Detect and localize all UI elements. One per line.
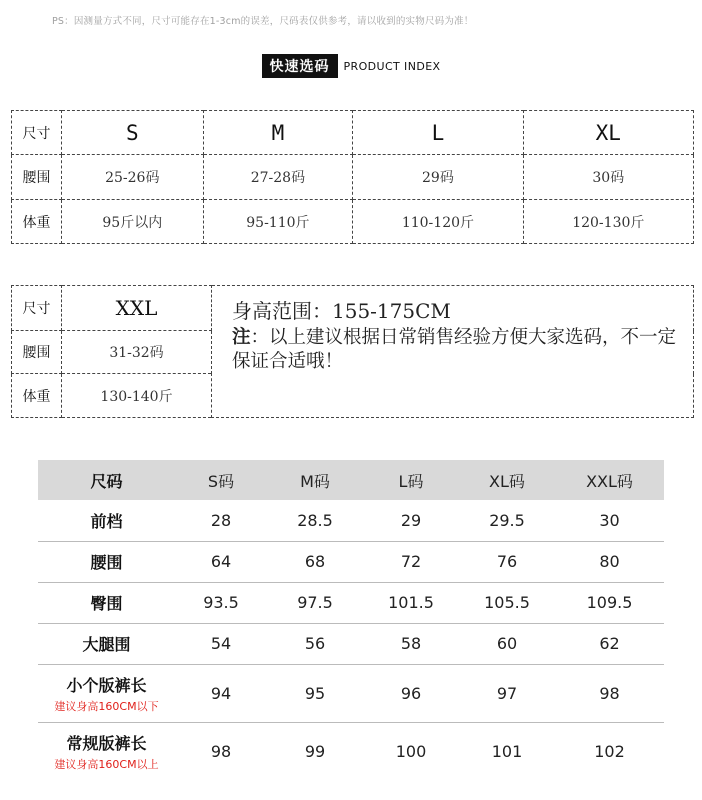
size-cell: L (353, 111, 523, 155)
weight-cell: 130-140斤 (62, 374, 212, 418)
row-label: 大腿围 (38, 623, 175, 664)
value-cell: 105.5 (459, 582, 555, 623)
value-cell: 64 (175, 541, 267, 582)
value-cell: 62 (555, 623, 664, 664)
row-label: 腰围 (12, 155, 62, 200)
value-cell: 100 (395, 741, 427, 761)
row-label-main: 常规版裤长 (66, 733, 147, 753)
size-chart-header (38, 460, 664, 500)
row-label (38, 722, 175, 780)
value-cell: 72 (363, 541, 459, 582)
waist-cell: 27-28码 (203, 155, 353, 200)
note-prefix: 注 (232, 327, 251, 348)
row-label: 臀围 (38, 582, 175, 623)
row-label: 腰围 (12, 331, 62, 374)
measurement-note: PS：因测量方式不同，尺寸可能存在1-3cm的误差，尺码表仅供参考，请以收到的实物尺码为准！ (52, 16, 474, 27)
weight-cell: 95-110斤 (203, 200, 353, 244)
value-cell: 80 (555, 541, 664, 582)
header-cell: M码 (267, 460, 363, 500)
table-row (12, 111, 694, 155)
height-suggestion: 建议身高160CM以上 (54, 757, 159, 771)
header-cell: XL码 (459, 460, 555, 500)
height-suggestion: 建议身高160CM以下 (54, 699, 159, 713)
waist-cell: 30码 (523, 155, 693, 200)
value-cell: 28 (175, 500, 267, 541)
value-cell: 54 (175, 623, 267, 664)
weight-cell: 95斤以内 (62, 200, 204, 244)
table-row (38, 541, 664, 582)
value-cell: 93.5 (175, 582, 267, 623)
header-cell: L码 (363, 460, 459, 500)
value-cell: 101 (491, 741, 523, 761)
value-cell: 95 (267, 664, 363, 722)
row-label: 尺寸 (12, 111, 62, 155)
row-label-main: 小个版裤长 (66, 675, 147, 695)
row-label: 体重 (12, 200, 62, 244)
table-row (38, 623, 664, 664)
value-cell: 56 (267, 623, 363, 664)
value-cell: 76 (459, 541, 555, 582)
table-row (38, 582, 664, 623)
product-index-cn: 快速选码 (262, 54, 338, 78)
header-cell: 尺码 (38, 460, 175, 500)
value-cell: 60 (459, 623, 555, 664)
note-text: ：以上建议根据日常销售经验方便大家选码，不一定保证合适哦！ (232, 327, 677, 372)
product-index-en: PRODUCT INDEX (343, 59, 441, 73)
size-cell: S (62, 111, 204, 155)
header-cell: S码 (175, 460, 267, 500)
header-cell: XXL码 (555, 460, 664, 500)
size-cell: XXL (62, 286, 212, 331)
value-cell: 30 (555, 500, 664, 541)
value-cell: 102 (594, 741, 625, 761)
row-label: 尺寸 (12, 286, 62, 331)
table-row (38, 500, 664, 541)
value-cell: 99 (304, 741, 326, 761)
value-cell: 97.5 (267, 582, 363, 623)
waist-cell: 25-26码 (62, 155, 204, 200)
row-label: 前档 (38, 500, 175, 541)
row-label: 体重 (12, 374, 62, 418)
xxl-size-table (11, 285, 694, 418)
table-row (12, 155, 694, 200)
size-cell: XL (523, 111, 693, 155)
value-cell: 68 (267, 541, 363, 582)
value-cell: 109.5 (555, 582, 664, 623)
weight-cell: 110-120斤 (353, 200, 523, 244)
quick-size-table (11, 110, 694, 244)
value-cell: 58 (363, 623, 459, 664)
row-label (38, 664, 175, 722)
advice-note (232, 326, 693, 374)
size-chart (38, 460, 664, 780)
size-cell: M (203, 111, 353, 155)
value-cell: 101.5 (363, 582, 459, 623)
value-cell: 29.5 (459, 500, 555, 541)
waist-cell: 31-32码 (62, 331, 212, 374)
value-cell: 98 (210, 741, 232, 761)
value-cell: 94 (175, 664, 267, 722)
table-row (12, 200, 694, 244)
row-label: 腰围 (38, 541, 175, 582)
value-cell: 29 (363, 500, 459, 541)
value-cell: 96 (363, 664, 459, 722)
value-cell: 28.5 (267, 500, 363, 541)
value-cell: 97 (459, 664, 555, 722)
table-row (38, 722, 664, 780)
table-row (12, 286, 694, 331)
weight-cell: 120-130斤 (523, 200, 693, 244)
product-index-title (0, 54, 702, 78)
value-cell: 98 (555, 664, 664, 722)
table-row (38, 664, 664, 722)
height-range: 身高范围：155-175CM (232, 299, 451, 323)
size-advice (212, 286, 694, 418)
waist-cell: 29码 (353, 155, 523, 200)
